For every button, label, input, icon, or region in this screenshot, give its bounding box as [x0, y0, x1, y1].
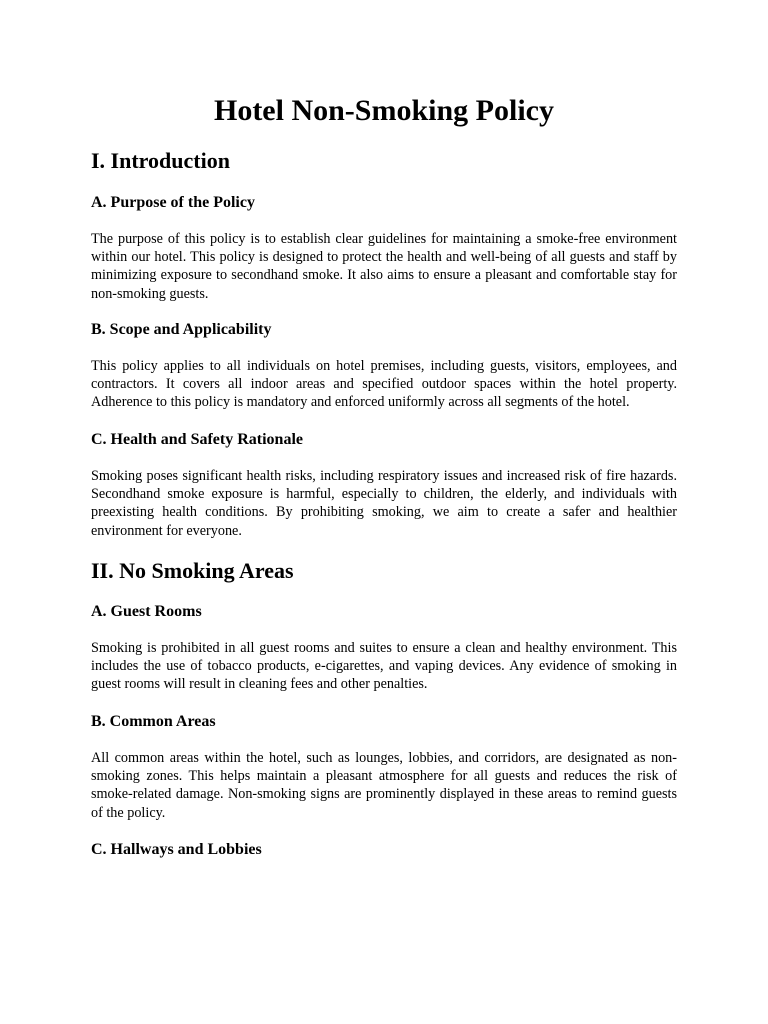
paragraph-common-areas: All common areas within the hotel, such as lounges, lobbies, and corridors, are designated as non-smoking zones. This helps maintain a pleasant atmosphere for all guests and reduces the risk of smoke-related damage. Non-smoking signs are prominently displayed in these areas to remind guests of the policy.	[91, 750, 677, 821]
subsection-heading-health-safety: C. Health and Safety Rationale	[91, 431, 303, 448]
paragraph-guest-rooms: Smoking is prohibited in all guest rooms and suites to ensure a clean and healthy environment. This includes the use of tobacco products, e-cigarettes, and vaping devices. Any evidence of smoking in guest rooms will result in cleaning fees and other penalties.	[91, 640, 677, 693]
section-heading-introduction: I. Introduction	[91, 148, 230, 173]
document-title: Hotel Non-Smoking Policy	[213, 94, 554, 127]
subsection-heading-guest-rooms: A. Guest Rooms	[91, 603, 202, 620]
paragraph-scope: This policy applies to all individuals on hotel premises, including guests, visitors, employees, and contractors. It covers all indoor areas and specified outdoor spaces within the hotel property. Adherence to this policy is mandatory and enforced uniformly across all segments of the hotel.	[91, 358, 677, 411]
paragraph-purpose: The purpose of this policy is to establish clear guidelines for maintaining a smoke-free environment within our hotel. This policy is designed to protect the health and well-being of all guests and staff by minimizing exposure to secondhand smoke. It also aims to ensure a pleasant and comfortable stay for non-smoking guests.	[91, 231, 677, 302]
section-heading-no-smoking-areas: II. No Smoking Areas	[91, 558, 294, 583]
subsection-heading-scope: B. Scope and Applicability	[91, 321, 272, 338]
subsection-heading-hallways-lobbies: C. Hallways and Lobbies	[91, 841, 262, 858]
subsection-heading-purpose: A. Purpose of the Policy	[91, 194, 255, 211]
subsection-heading-common-areas: B. Common Areas	[91, 713, 216, 730]
paragraph-health-safety: Smoking poses significant health risks, including respiratory issues and increased risk of fire hazards. Secondhand smoke exposure is harmful, especially to children, the elderly, and individuals with preexisting health conditions. By prohibiting smoking, we aim to create a safer and healthier environment for everyone.	[91, 468, 677, 539]
